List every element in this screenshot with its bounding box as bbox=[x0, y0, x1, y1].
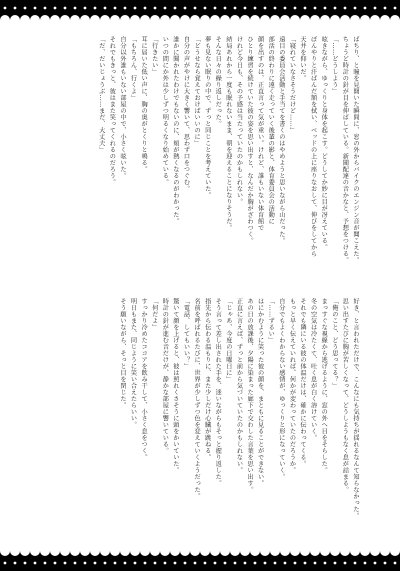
text-line: 名前を呼ばれるたびに、世界が少しずつ色を変えていくようだった。 bbox=[193, 298, 201, 500]
lace-scallop bbox=[90, 15, 100, 20]
text-line: いつの間にか外は少しずつ明るくなり始めている。 bbox=[161, 36, 169, 186]
lace-scallop bbox=[120, 15, 130, 20]
lace-hole bbox=[204, 7, 207, 10]
text-line: 「電話、してもいい？」 bbox=[182, 298, 190, 370]
upper-text-block bbox=[38, 36, 360, 271]
text-line: すっかり冷めたココアを飲み干して、小さく息をつく。 bbox=[140, 298, 148, 461]
lace-scallop bbox=[370, 551, 380, 556]
lace-scallop bbox=[150, 551, 160, 556]
lace-scallop bbox=[340, 15, 350, 20]
lace-hole bbox=[24, 562, 27, 565]
lace-scallop bbox=[390, 551, 400, 556]
lace-hole bbox=[124, 7, 127, 10]
lace-hole bbox=[344, 562, 347, 565]
lace-hole bbox=[364, 562, 367, 565]
lace-hole bbox=[304, 562, 307, 565]
lace-scallop bbox=[280, 551, 290, 556]
lace-hole bbox=[174, 7, 177, 10]
lace-hole bbox=[214, 562, 217, 565]
lace-hole bbox=[194, 7, 197, 10]
lace-hole bbox=[94, 7, 97, 10]
lower-text-block bbox=[38, 298, 360, 533]
lace-scallop bbox=[360, 551, 370, 556]
lace-scallop bbox=[170, 15, 180, 20]
lace-scallop bbox=[260, 551, 270, 556]
lace-scallop bbox=[260, 15, 270, 20]
lace-scallop bbox=[320, 15, 330, 20]
lace-hole bbox=[384, 562, 387, 565]
lace-hole bbox=[64, 7, 67, 10]
lace-hole bbox=[294, 562, 297, 565]
lace-hole bbox=[94, 562, 97, 565]
lace-scallop bbox=[340, 551, 350, 556]
lace-scallop bbox=[100, 15, 110, 20]
text-line: そんな日々の繰り返しだった。 bbox=[214, 36, 222, 127]
lace-scallop bbox=[270, 15, 280, 20]
lace-hole bbox=[54, 562, 57, 565]
text-line: 「寝れていなさそうだけど……」 bbox=[288, 36, 296, 134]
lace-scallop bbox=[210, 15, 220, 20]
text-line: ぼんやりと汗ばんだ額を拭い、ベッドの上に座りなおして、伸びをしてから bbox=[309, 36, 317, 257]
lace-hole bbox=[254, 562, 257, 565]
lace-scallop bbox=[100, 551, 110, 556]
lace-hole bbox=[234, 7, 237, 10]
text-line: ちょうど時計の針が目を伸ばしている。新聞配達の音かなと、予想をつける。 bbox=[341, 36, 349, 264]
lace-scallop bbox=[180, 551, 190, 556]
top-scallop-trim bbox=[0, 0, 400, 20]
text-line: 呟きながら、ゆっくりと身体を起こす。どうしてか妙に目が冴えている。 bbox=[320, 36, 328, 251]
lace-hole bbox=[84, 562, 87, 565]
lace-hole bbox=[394, 7, 397, 10]
lace-scallop bbox=[320, 551, 330, 556]
lace-hole bbox=[44, 7, 47, 10]
lace-scallop bbox=[50, 551, 60, 556]
text-line: 耳に届いた低い声に、胸の奥がとくりと鳴る。 bbox=[140, 36, 148, 173]
lace-hole bbox=[304, 7, 307, 10]
lace-scallop bbox=[160, 551, 170, 556]
lace-scallop bbox=[290, 15, 300, 20]
lace-hole bbox=[44, 562, 47, 565]
text-line: それでも隣にいる彼の体温だけは、確かに伝わってくる。 bbox=[299, 298, 307, 467]
text-line: 明日もまた、同じように笑い合えたらいい。 bbox=[129, 298, 137, 428]
text-line: 「……どうしよう」 bbox=[330, 36, 338, 95]
lace-hole bbox=[374, 7, 377, 10]
text-line: はにかむように笑った彼の顔を、まともに見ることができない。 bbox=[256, 298, 264, 487]
lace-scallop bbox=[20, 15, 30, 20]
lace-hole bbox=[394, 562, 397, 565]
lace-hole bbox=[154, 562, 157, 565]
lace-hole bbox=[334, 562, 337, 565]
lace-hole bbox=[354, 7, 357, 10]
lace-hole bbox=[134, 7, 137, 10]
lace-hole bbox=[104, 7, 107, 10]
lace-scallop bbox=[330, 15, 340, 20]
lace-hole bbox=[14, 7, 17, 10]
text-line: そう言って差し出された手を、迷いながらもそっと握り返した。 bbox=[214, 298, 222, 487]
lace-scallop bbox=[130, 551, 140, 556]
lace-scallop bbox=[90, 551, 100, 556]
lace-hole bbox=[354, 562, 357, 565]
text-line: 思い出すたびに胸が苦しくなって、どうしようもなく息が詰まる。 bbox=[341, 298, 349, 493]
text-line: けれど今日も、その予感は当たっていたのかもしれない。 bbox=[235, 36, 243, 205]
lace-scallop bbox=[150, 15, 160, 20]
lace-hole bbox=[274, 7, 277, 10]
lace-scallop bbox=[330, 551, 340, 556]
lace-scallop bbox=[310, 15, 320, 20]
text-line: 時計の針が進む音だけが、静かな部屋に響いている。 bbox=[161, 298, 169, 454]
lace-scallop bbox=[250, 551, 260, 556]
lace-hole bbox=[324, 562, 327, 565]
lace-scallop bbox=[310, 551, 320, 556]
text-line: 「俺のこと、どう思ってる？」 bbox=[330, 298, 338, 389]
lace-hole bbox=[4, 7, 7, 10]
lace-hole bbox=[164, 562, 167, 565]
text-line: ばちり、と瞳を見開いた瞬間に、窓の外からバイクのエンジン音が聞こえた。 bbox=[352, 36, 359, 264]
lace-scallop bbox=[20, 551, 30, 556]
lace-hole bbox=[174, 562, 177, 565]
text-line: 結局あれから一度も眠れないまま、朝を迎えることになりそうだ。 bbox=[224, 36, 232, 231]
text-line: まっすぐな視線から逃げるように、窓の外へ目をそらした。 bbox=[320, 298, 328, 474]
lace-hole bbox=[114, 562, 117, 565]
text-line: 指先から伝わる温もりに、また少しだけ心臓が跳ねる。 bbox=[203, 298, 211, 461]
lace-hole bbox=[24, 7, 27, 10]
text-line: 部活の終わりに遠く走っていく後輩の影と、体育委員会の活動に bbox=[267, 36, 275, 225]
lace-scallop bbox=[0, 15, 10, 20]
lace-hole bbox=[34, 562, 37, 565]
lace-hole bbox=[364, 7, 367, 10]
lower-lines bbox=[116, 298, 360, 533]
text-line: 好き、と言われただけで、こんなにも気持ちが揺れるなんて知らなかった。 bbox=[352, 298, 359, 519]
bottom-scallop-trim bbox=[0, 551, 400, 571]
lace-hole bbox=[114, 7, 117, 10]
lace-hole bbox=[34, 7, 37, 10]
text-line: それでもきっと、彼はまた笑ってくれるのだろう。 bbox=[108, 36, 116, 186]
lace-hole bbox=[334, 7, 337, 10]
lace-scallop bbox=[300, 15, 310, 20]
text-line: 「……ずるい」 bbox=[267, 298, 275, 344]
lace-hole bbox=[294, 7, 297, 10]
top-lace-border bbox=[0, 0, 400, 20]
lace-hole bbox=[194, 562, 197, 565]
lace-scallop bbox=[60, 551, 70, 556]
lace-hole bbox=[144, 562, 147, 565]
lace-hole bbox=[104, 562, 107, 565]
lace-scallop bbox=[230, 15, 240, 20]
lace-scallop bbox=[230, 551, 240, 556]
lace-scallop bbox=[10, 551, 20, 556]
lace-hole bbox=[264, 562, 267, 565]
lace-scallop bbox=[220, 15, 230, 20]
lace-scallop bbox=[140, 551, 150, 556]
lace-scallop bbox=[380, 551, 390, 556]
lace-hole bbox=[134, 562, 137, 565]
text-line: 自分の声がやけに大きく響いて、思わず口をつぐむ。 bbox=[182, 36, 190, 192]
lace-scallop bbox=[80, 551, 90, 556]
lace-hole bbox=[324, 7, 327, 10]
lace-scallop bbox=[220, 551, 230, 556]
lace-scallop bbox=[200, 551, 210, 556]
lace-scallop bbox=[270, 551, 280, 556]
lace-scallop bbox=[30, 551, 40, 556]
lace-hole bbox=[244, 562, 247, 565]
text-line: 「何だよ」 bbox=[150, 298, 158, 331]
lace-hole bbox=[374, 562, 377, 565]
lace-scallop bbox=[190, 551, 200, 556]
lace-scallop bbox=[350, 551, 360, 556]
lace-hole bbox=[264, 7, 267, 10]
text-line: 驚いて顔を上げると、彼は照れくさそうに頭をかいていた。 bbox=[171, 298, 179, 474]
lace-scallop bbox=[280, 15, 290, 20]
lace-scallop bbox=[290, 551, 300, 556]
lace-scallop bbox=[130, 15, 140, 20]
bottom-lace-border bbox=[0, 551, 400, 571]
lace-hole bbox=[184, 562, 187, 565]
lace-scallop bbox=[210, 551, 220, 556]
lace-hole bbox=[84, 7, 87, 10]
text-line: 「だ、だいじょうぶ……まだ、大丈夫」 bbox=[97, 36, 105, 153]
lace-hole bbox=[124, 562, 127, 565]
lace-scallop bbox=[200, 15, 210, 20]
lace-hole bbox=[274, 562, 277, 565]
lace-scallop bbox=[110, 15, 120, 20]
lace-hole bbox=[144, 7, 147, 10]
lace-scallop bbox=[70, 551, 80, 556]
text-line: もっと早く伝えていれば、何かが変わっていたのだろうか。 bbox=[288, 298, 296, 474]
lace-scallop bbox=[370, 15, 380, 20]
lace-hole bbox=[214, 7, 217, 10]
lace-hole bbox=[384, 7, 387, 10]
lace-scallop bbox=[80, 15, 90, 20]
lace-scallop bbox=[390, 15, 400, 20]
lace-scallop bbox=[250, 15, 260, 20]
lace-scallop bbox=[30, 15, 40, 20]
lace-hole bbox=[154, 7, 157, 10]
lace-scallop bbox=[350, 15, 360, 20]
text-line: ひとり練習を続けていた彼の姿を思い出すと、なんだか胸がざわつく。 bbox=[246, 36, 254, 244]
text-line: 「もちろん、行くよ」 bbox=[129, 36, 137, 101]
lace-hole bbox=[64, 562, 67, 565]
lace-scallop bbox=[240, 15, 250, 20]
lace-hole bbox=[344, 7, 347, 10]
text-line: 顔を出すのは、正直言って気が重い。けれど、誰もいない体育館で bbox=[256, 36, 264, 231]
text-line: 誰かに聞かれたわけでもないのに、頬が熱くなるのがわかった。 bbox=[171, 36, 179, 225]
lace-scallop bbox=[380, 15, 390, 20]
text-line: 「行きたい」 bbox=[150, 36, 158, 75]
text-line: 自分でもよくわからない感情が、ゆっくりと形になっていく。 bbox=[277, 298, 285, 480]
lace-hole bbox=[284, 562, 287, 565]
lace-scallop bbox=[120, 551, 130, 556]
lace-hole bbox=[314, 562, 317, 565]
lace-scallop bbox=[50, 15, 60, 20]
lace-hole bbox=[204, 562, 207, 565]
lace-scallop bbox=[10, 15, 20, 20]
lace-hole bbox=[54, 7, 57, 10]
text-line: 遠目の委員会活動と手当てを書くのはやめようと思いながら山だった。 bbox=[277, 36, 285, 244]
text-line: あの日の放課後、夕陽に染まった廊下で交わした言葉を思い出す。 bbox=[246, 298, 254, 493]
lace-scallop bbox=[110, 551, 120, 556]
lace-hole bbox=[234, 562, 237, 565]
text-line: 正直に言えば、ずっと前から気づいていたのかもしれない。 bbox=[235, 298, 243, 474]
lace-hole bbox=[224, 562, 227, 565]
lace-hole bbox=[164, 7, 167, 10]
text-line: 「どうせなら覚えておけばいいのに」 bbox=[193, 36, 201, 147]
text-line: 天井を仰いだ。 bbox=[299, 36, 307, 82]
lace-hole bbox=[284, 7, 287, 10]
lace-hole bbox=[224, 7, 227, 10]
lace-hole bbox=[74, 7, 77, 10]
text-line: そう願いながら、そっと目を閉じた。 bbox=[118, 298, 126, 409]
lace-scallop bbox=[170, 551, 180, 556]
lace-scallop bbox=[360, 15, 370, 20]
lace-scallop bbox=[140, 15, 150, 20]
lace-scallop bbox=[190, 15, 200, 20]
lace-hole bbox=[14, 562, 17, 565]
text-line: 夢も見ない眠りの中で、ずっと同じことを考えていた。 bbox=[203, 36, 211, 199]
lace-scallop bbox=[240, 551, 250, 556]
lace-hole bbox=[184, 7, 187, 10]
text-line: 冬の空気は冷たくて、吐く息が白く溶けていく。 bbox=[309, 298, 317, 441]
lace-scallop bbox=[180, 15, 190, 20]
text-line: 自分以外誰もいない部屋の中で、小さく呟いた。 bbox=[118, 36, 126, 179]
lace-scallop bbox=[40, 551, 50, 556]
lace-hole bbox=[4, 562, 7, 565]
lace-scallop bbox=[0, 551, 10, 556]
text-line: 「じゃあ、今度の日曜日に」 bbox=[224, 298, 232, 383]
lace-hole bbox=[244, 7, 247, 10]
lace-scallop bbox=[160, 15, 170, 20]
lace-scallop bbox=[60, 15, 70, 20]
lace-hole bbox=[254, 7, 257, 10]
lace-scallop bbox=[300, 551, 310, 556]
lace-scallop bbox=[40, 15, 50, 20]
lace-scallop bbox=[70, 15, 80, 20]
lace-hole bbox=[74, 562, 77, 565]
lace-hole bbox=[314, 7, 317, 10]
upper-lines bbox=[95, 36, 360, 271]
